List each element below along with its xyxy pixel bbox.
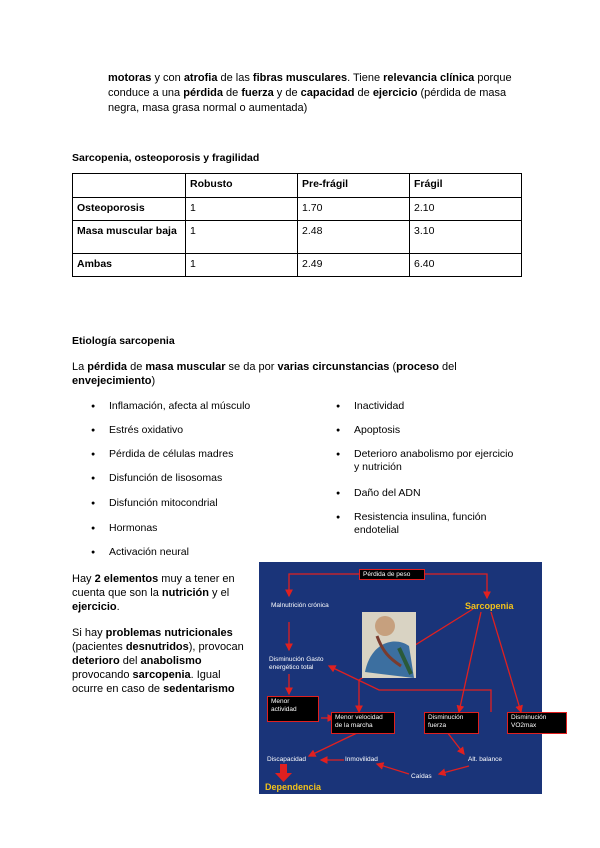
- arrow: [459, 612, 481, 712]
- table-header-row: [73, 174, 522, 198]
- elderly-person-illustration: [362, 612, 416, 678]
- text: La: [72, 361, 88, 373]
- text: de las: [217, 72, 253, 84]
- table-cell: 1: [186, 254, 298, 277]
- text-bold: deterioro: [72, 655, 120, 667]
- list-item: ● Disfunción de lisosomas: [91, 472, 311, 497]
- text-bold: relevancia clínica: [383, 72, 475, 84]
- text: ): [151, 375, 156, 387]
- text: (pacientes: [72, 641, 126, 653]
- table-header-cell: Robusto: [186, 174, 298, 198]
- arrow: [377, 764, 409, 774]
- arrow: [447, 732, 464, 754]
- node-disminucion-gasto: Disminución Gasto energético total: [269, 656, 324, 671]
- text-bold: pérdida: [183, 87, 223, 99]
- node-menor-velocidad: Menor velocidad de la marcha: [331, 712, 395, 734]
- text-bold: masa muscular: [145, 361, 226, 373]
- text: y con: [151, 72, 184, 84]
- list-item: ● Inflamación, afecta al músculo: [91, 400, 311, 424]
- text: .: [116, 601, 120, 613]
- table-cell: 6.40: [410, 254, 522, 277]
- list-item: ● Hormonas: [91, 522, 311, 546]
- list-item: ● Resistencia insulina, función endotelial: [336, 511, 516, 539]
- table-header-cell: Pre-frágil: [298, 174, 410, 198]
- text: Hay: [72, 573, 95, 585]
- node-disminucion-fuerza: Disminución fuerza: [424, 712, 479, 734]
- text-bold: atrofia: [183, 72, 218, 84]
- list-item: ● Estrés oxidativo: [91, 424, 311, 448]
- table-header-cell: Frágil: [410, 174, 522, 198]
- node-disminucion-vo2max: Disminución VO2max: [507, 712, 567, 734]
- arrow: [491, 612, 521, 712]
- table-header-cell: [73, 174, 186, 198]
- table-row: [73, 198, 522, 221]
- text: ), provocan: [188, 641, 244, 653]
- table-row-label: Masa muscular baja: [73, 221, 186, 254]
- list-item: ● Activación neural: [91, 546, 311, 560]
- table-row: [73, 221, 522, 254]
- side-paragraph-nutrition: [72, 626, 252, 696]
- side-paragraph-elements: [72, 572, 252, 614]
- list-item: ● Disfunción mitocondrial: [91, 497, 311, 522]
- text: y el: [208, 587, 230, 599]
- arrow: [289, 574, 359, 596]
- section-heading-etiologia: Etiología sarcopenia: [72, 335, 175, 347]
- text-bold: fibras musculares: [252, 72, 348, 84]
- table-cell: 1: [186, 198, 298, 221]
- text: se da por: [225, 361, 278, 373]
- node-caidas: Caídas: [411, 773, 432, 780]
- text-bold: motoras: [108, 72, 152, 84]
- table-row: [73, 254, 522, 277]
- node-perdida-peso: Pérdida de peso: [359, 569, 425, 580]
- text-bold: sarcopenia: [132, 669, 191, 681]
- text: (pérdida de masa negra, masa grasa normal o aumentada): [108, 87, 507, 114]
- table-cell: 2.48: [298, 221, 410, 254]
- text: . Tiene: [347, 72, 384, 84]
- arrow: [439, 766, 469, 774]
- node-malnutricion: Malnutrición crónica: [271, 602, 329, 609]
- text: Si hay: [72, 627, 106, 639]
- arrow: [424, 574, 487, 598]
- text-bold: ejercicio: [72, 601, 117, 613]
- table-cell: 1: [186, 221, 298, 254]
- section-heading-sarcopenia-osteoporosis: Sarcopenia, osteoporosis y fragilidad: [72, 152, 260, 164]
- text: provocando: [72, 669, 133, 681]
- text: de: [354, 87, 373, 99]
- text-bold: sedentarismo: [163, 683, 235, 695]
- bullet-list-right: [336, 400, 516, 539]
- down-arrow-head: [275, 773, 292, 782]
- node-sarcopenia: Sarcopenia: [465, 601, 514, 611]
- text: porque conduce a una: [108, 72, 512, 99]
- text: (: [389, 361, 397, 373]
- list-item: ● Deterioro anabolismo por ejercicio y nutrición: [336, 448, 516, 487]
- text: muy a tener en cuenta que son la: [72, 573, 235, 599]
- down-arrow-shaft: [280, 764, 287, 774]
- intro-paragraph: [108, 71, 528, 116]
- table-row-label: Ambas: [73, 254, 186, 277]
- text: de: [222, 87, 242, 99]
- text: del: [438, 361, 457, 373]
- text-bold: 2 elementos: [94, 573, 159, 585]
- node-discapacidad: Discapacidad: [267, 756, 307, 763]
- table-cell: 2.10: [410, 198, 522, 221]
- text-bold: nutrición: [161, 587, 209, 599]
- text-bold: fuerza: [241, 87, 274, 99]
- arrow: [309, 732, 359, 756]
- text-bold: problemas nutricionales: [105, 627, 233, 639]
- text-bold: capacidad: [300, 87, 355, 99]
- node-menor-actividad: Menor actividad: [267, 696, 319, 722]
- table-cell: 1.70: [298, 198, 410, 221]
- node-inmovilidad: Inmovilidad: [345, 756, 378, 763]
- text-bold: desnutridos: [125, 641, 189, 653]
- text-bold: varias circunstancias: [277, 361, 390, 373]
- list-item: ● Daño del ADN: [336, 487, 516, 511]
- text: . Igual ocurre en caso de: [72, 669, 221, 695]
- text-bold: ejercicio: [372, 87, 418, 99]
- list-item: ● Apoptosis: [336, 424, 516, 448]
- list-item: ● Pérdida de células madres: [91, 448, 311, 472]
- risk-table: [72, 173, 522, 277]
- node-dependencia: Dependencia: [265, 782, 322, 792]
- table-row-label: Osteoporosis: [73, 198, 186, 221]
- bullet-list-left: [91, 400, 311, 560]
- table-cell: 2.49: [298, 254, 410, 277]
- etiologia-paragraph: [72, 360, 472, 388]
- text: del: [119, 655, 141, 667]
- table-cell: 3.10: [410, 221, 522, 254]
- list-item: ● Inactividad: [336, 400, 516, 424]
- node-alt-balance: Alt. balance: [468, 756, 502, 763]
- text: y de: [273, 87, 301, 99]
- text: de: [127, 361, 146, 373]
- text-bold: anabolismo: [140, 655, 202, 667]
- text-bold: proceso: [396, 361, 439, 373]
- sarcopenia-diagram: [259, 562, 547, 794]
- text-bold: pérdida: [87, 361, 128, 373]
- text-bold: envejecimiento: [72, 375, 152, 387]
